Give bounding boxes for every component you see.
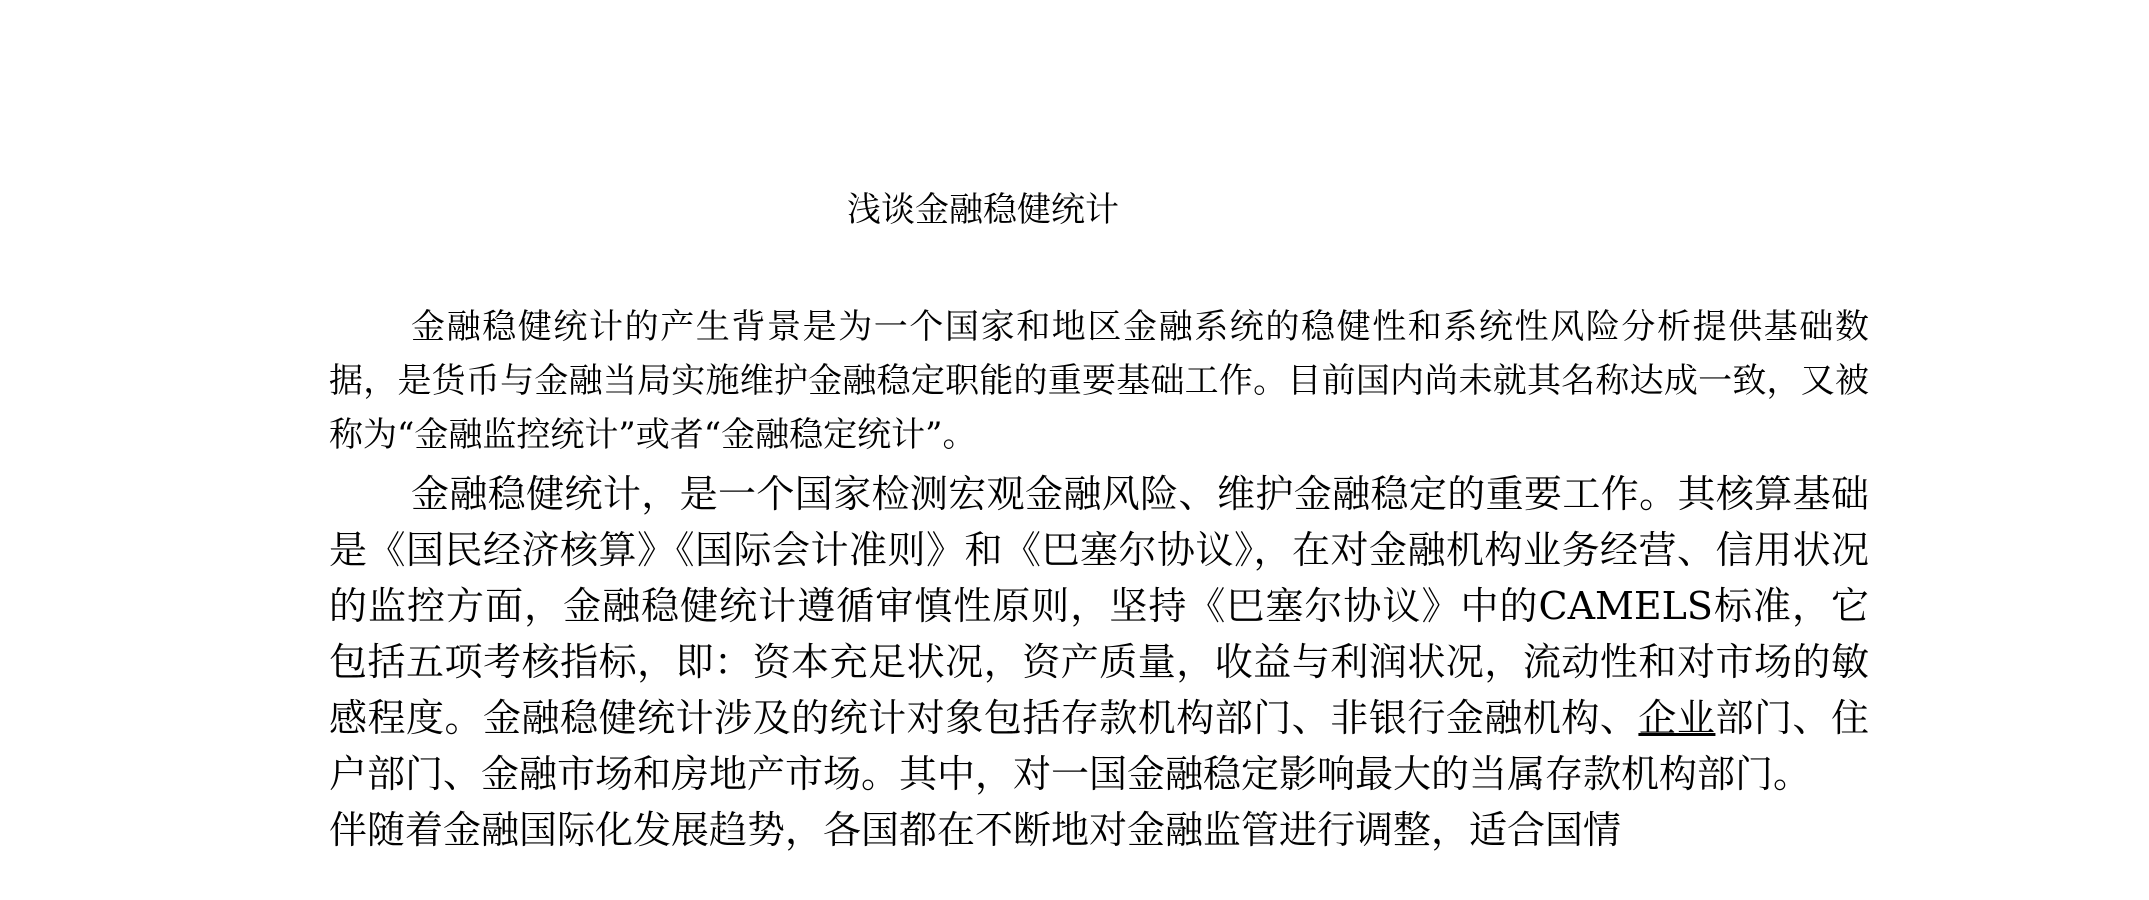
document-title: 浅谈金融稳健统计 (847, 190, 1119, 230)
paragraph-background: 金融稳健统计的产生背景是为一个国家和地区金融系统的稳健性和系统性风险分析提供基础数据，是货币与金融当局实施维护金融稳定职能的重要基础工作。目前国内尚未就其名称达成一致，又被称为“金融监控统计”或者“金融稳定统计”。 (329, 307, 1869, 455)
paragraph-definition-text-end: 部门、住户部门、金融市场和房地产市场。其中，对一国金融稳定影响最大的当属存款机构部门。 (329, 696, 1869, 796)
paragraph-definition-text-start: 金融稳健统计，是一个国家检测宏观金融风险、维护金融稳定的重要工作。其核算基础是《国民经济核算》《国际会计准则》和《巴塞尔协议》，在对金融机构业务经营、信用状况的监控方面，金融稳健统计遵循审慎性原则，坚持《巴塞尔协议》中的CAMELS标准，它包括五项考核指标，即：资本充足状况，资产质量，收益与利润状况，流动性和对市场的敏感程度。金融稳健统计涉及的统计对象包括存款机构部门、非银行金融机构、 (329, 472, 1869, 740)
paragraph-internationalization: 伴随着金融国际化发展趋势，各国都在不断地对金融监管进行调整，适合国情 (329, 808, 1622, 852)
underlined-term: 企业 (1638, 696, 1716, 740)
document-body (329, 300, 1869, 858)
paragraph-definition (329, 466, 1869, 802)
